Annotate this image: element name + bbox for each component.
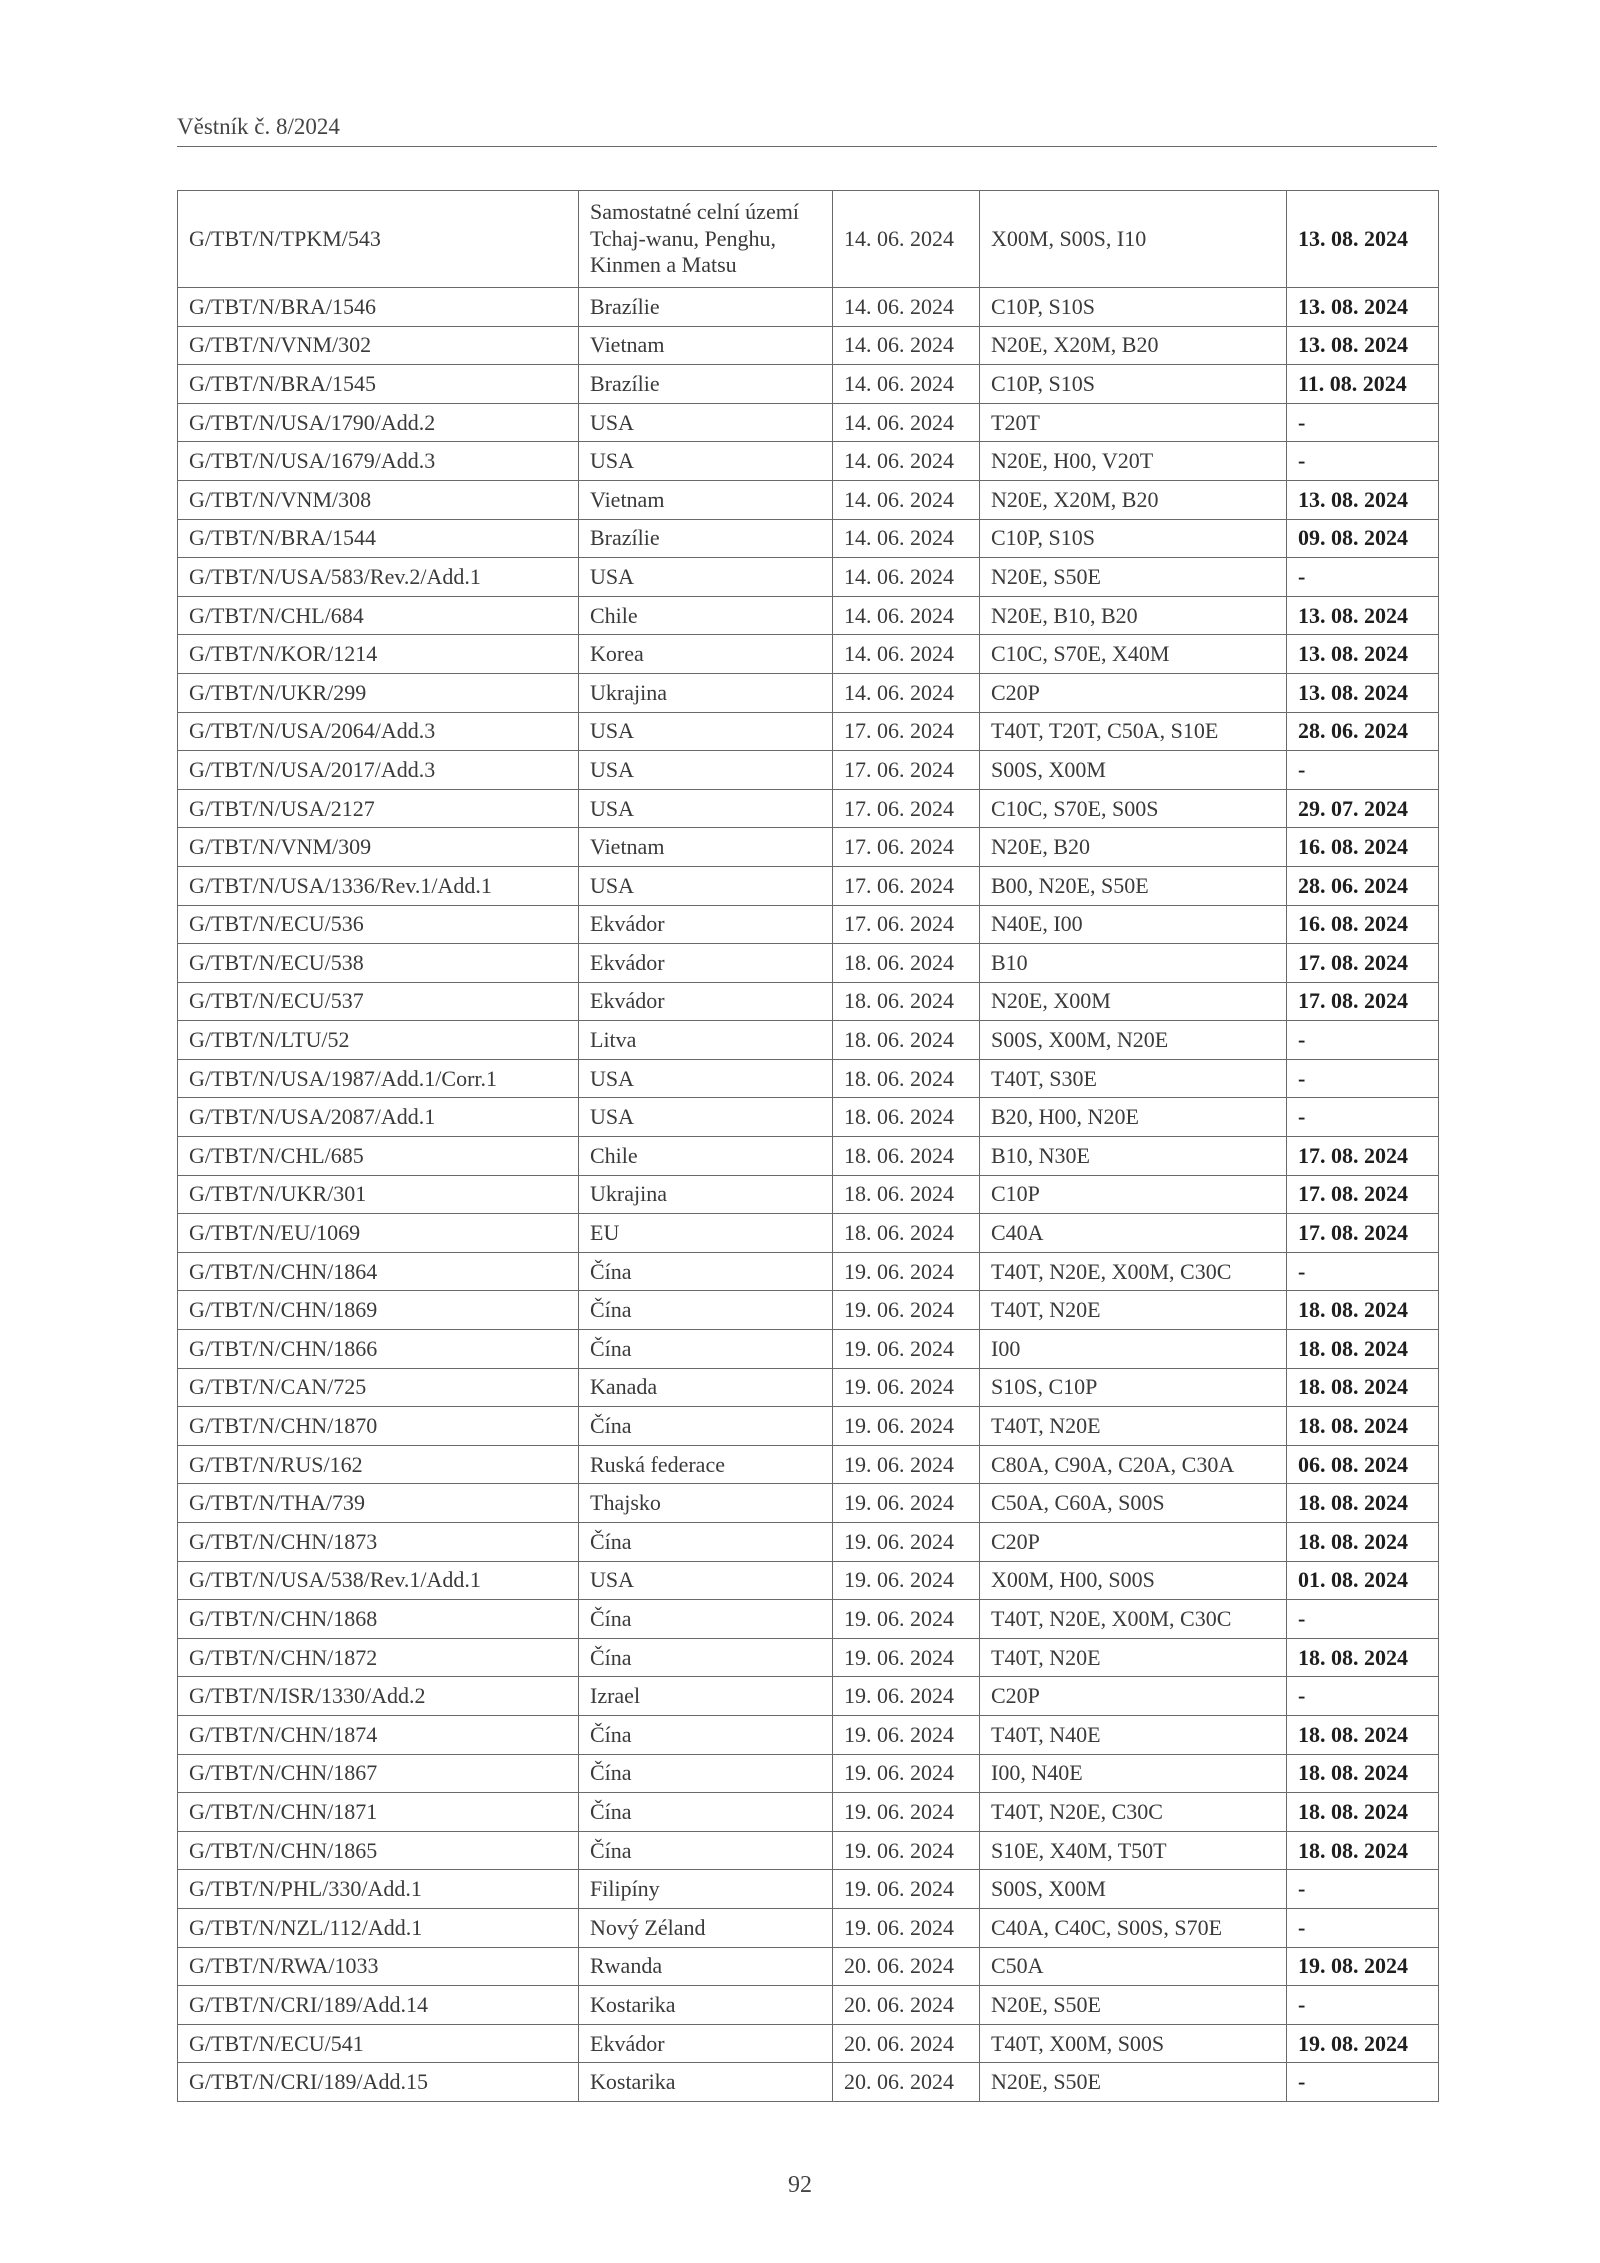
codes-cell: I00, N40E (980, 1754, 1287, 1793)
date-cell: 19. 06. 2024 (833, 1291, 980, 1330)
deadline-cell: 13. 08. 2024 (1287, 480, 1439, 519)
codes-cell: S00S, X00M, N20E (980, 1021, 1287, 1060)
deadline-cell: 18. 08. 2024 (1287, 1523, 1439, 1562)
notification-id-cell: G/TBT/N/UKR/301 (178, 1175, 579, 1214)
table-row (178, 326, 1439, 365)
notification-id-cell: G/TBT/N/CHN/1869 (178, 1291, 579, 1330)
table-row (178, 596, 1439, 635)
notification-id-cell: G/TBT/N/CHN/1868 (178, 1600, 579, 1639)
country-cell: Vietnam (579, 828, 833, 867)
codes-cell: C10P, S10S (980, 365, 1287, 404)
codes-cell: C20P (980, 673, 1287, 712)
date-cell: 18. 06. 2024 (833, 1098, 980, 1137)
deadline-cell: 18. 08. 2024 (1287, 1407, 1439, 1446)
deadline-cell: 06. 08. 2024 (1287, 1445, 1439, 1484)
country-cell: Litva (579, 1021, 833, 1060)
country-cell: Čína (579, 1291, 833, 1330)
notification-id-cell: G/TBT/N/ISR/1330/Add.2 (178, 1677, 579, 1716)
table-row (178, 673, 1439, 712)
country-cell: Kostarika (579, 2063, 833, 2102)
deadline-cell: - (1287, 1600, 1439, 1639)
codes-cell: S00S, X00M (980, 751, 1287, 790)
country-cell: Ekvádor (579, 982, 833, 1021)
notification-id-cell: G/TBT/N/CHN/1864 (178, 1252, 579, 1291)
codes-cell: C20P (980, 1677, 1287, 1716)
date-cell: 14. 06. 2024 (833, 673, 980, 712)
notification-id-cell: G/TBT/N/BRA/1545 (178, 365, 579, 404)
codes-cell: T20T (980, 403, 1287, 442)
codes-cell: N20E, B10, B20 (980, 596, 1287, 635)
country-cell: USA (579, 751, 833, 790)
country-cell: Ekvádor (579, 905, 833, 944)
table-row (178, 1523, 1439, 1562)
notification-id-cell: G/TBT/N/TPKM/543 (178, 191, 579, 288)
codes-cell: C50A (980, 1947, 1287, 1986)
notification-id-cell: G/TBT/N/CHL/684 (178, 596, 579, 635)
table-row (178, 1986, 1439, 2025)
deadline-cell: 18. 08. 2024 (1287, 1368, 1439, 1407)
deadline-cell: 17. 08. 2024 (1287, 944, 1439, 983)
country-cell: USA (579, 1059, 833, 1098)
date-cell: 19. 06. 2024 (833, 1600, 980, 1639)
codes-cell: C80A, C90A, C20A, C30A (980, 1445, 1287, 1484)
deadline-cell: - (1287, 1252, 1439, 1291)
country-cell: USA (579, 558, 833, 597)
notification-id-cell: G/TBT/N/USA/538/Rev.1/Add.1 (178, 1561, 579, 1600)
country-cell: Ekvádor (579, 2024, 833, 2063)
table-row (178, 1638, 1439, 1677)
date-cell: 19. 06. 2024 (833, 1445, 980, 1484)
date-cell: 19. 06. 2024 (833, 1368, 980, 1407)
table-row (178, 1252, 1439, 1291)
codes-cell: S10S, C10P (980, 1368, 1287, 1407)
country-cell: Vietnam (579, 326, 833, 365)
table-row (178, 905, 1439, 944)
table-row (178, 635, 1439, 674)
date-cell: 14. 06. 2024 (833, 558, 980, 597)
deadline-cell: - (1287, 1677, 1439, 1716)
deadline-cell: - (1287, 2063, 1439, 2102)
date-cell: 19. 06. 2024 (833, 1330, 980, 1369)
country-cell: Brazílie (579, 288, 833, 327)
table-row (178, 789, 1439, 828)
deadline-cell: - (1287, 751, 1439, 790)
country-cell: Brazílie (579, 519, 833, 558)
table-row (178, 1368, 1439, 1407)
table-row (178, 480, 1439, 519)
notification-id-cell: G/TBT/N/RUS/162 (178, 1445, 579, 1484)
codes-cell: N20E, S50E (980, 1986, 1287, 2025)
table-body (178, 191, 1439, 2102)
country-cell: USA (579, 712, 833, 751)
date-cell: 14. 06. 2024 (833, 519, 980, 558)
notification-id-cell: G/TBT/N/KOR/1214 (178, 635, 579, 674)
deadline-cell: 18. 08. 2024 (1287, 1715, 1439, 1754)
notification-id-cell: G/TBT/N/CHN/1874 (178, 1715, 579, 1754)
country-cell: Ekvádor (579, 944, 833, 983)
deadline-cell: 29. 07. 2024 (1287, 789, 1439, 828)
date-cell: 20. 06. 2024 (833, 2063, 980, 2102)
notification-id-cell: G/TBT/N/CHN/1873 (178, 1523, 579, 1562)
notification-id-cell: G/TBT/N/THA/739 (178, 1484, 579, 1523)
notification-id-cell: G/TBT/N/USA/2017/Add.3 (178, 751, 579, 790)
date-cell: 17. 06. 2024 (833, 712, 980, 751)
table-row (178, 1137, 1439, 1176)
notification-id-cell: G/TBT/N/CRI/189/Add.15 (178, 2063, 579, 2102)
date-cell: 19. 06. 2024 (833, 1484, 980, 1523)
codes-cell: B20, H00, N20E (980, 1098, 1287, 1137)
codes-cell: B10, N30E (980, 1137, 1287, 1176)
codes-cell: C50A, C60A, S00S (980, 1484, 1287, 1523)
date-cell: 18. 06. 2024 (833, 1137, 980, 1176)
date-cell: 14. 06. 2024 (833, 365, 980, 404)
notification-id-cell: G/TBT/N/ECU/537 (178, 982, 579, 1021)
country-cell: USA (579, 1098, 833, 1137)
codes-cell: N20E, X20M, B20 (980, 480, 1287, 519)
country-cell: Ruská federace (579, 1445, 833, 1484)
deadline-cell: - (1287, 558, 1439, 597)
date-cell: 18. 06. 2024 (833, 944, 980, 983)
notification-id-cell: G/TBT/N/USA/2064/Add.3 (178, 712, 579, 751)
table-row (178, 1831, 1439, 1870)
codes-cell: N20E, H00, V20T (980, 442, 1287, 481)
page-number: 92 (788, 2172, 812, 2198)
codes-cell: C10P, S10S (980, 288, 1287, 327)
notification-id-cell: G/TBT/N/LTU/52 (178, 1021, 579, 1060)
date-cell: 19. 06. 2024 (833, 1638, 980, 1677)
deadline-cell: 17. 08. 2024 (1287, 982, 1439, 1021)
date-cell: 18. 06. 2024 (833, 982, 980, 1021)
country-cell: Korea (579, 635, 833, 674)
table-row (178, 558, 1439, 597)
date-cell: 20. 06. 2024 (833, 1947, 980, 1986)
table-row (178, 1330, 1439, 1369)
deadline-cell: 18. 08. 2024 (1287, 1484, 1439, 1523)
deadline-cell: - (1287, 1908, 1439, 1947)
table-row (178, 191, 1439, 288)
date-cell: 20. 06. 2024 (833, 2024, 980, 2063)
table-row (178, 403, 1439, 442)
date-cell: 17. 06. 2024 (833, 905, 980, 944)
country-cell: Nový Zéland (579, 1908, 833, 1947)
notifications-table (177, 190, 1439, 2102)
notification-id-cell: G/TBT/N/USA/1679/Add.3 (178, 442, 579, 481)
notification-id-cell: G/TBT/N/VNM/302 (178, 326, 579, 365)
table-row (178, 712, 1439, 751)
notification-id-cell: G/TBT/N/UKR/299 (178, 673, 579, 712)
notification-id-cell: G/TBT/N/BRA/1544 (178, 519, 579, 558)
notification-id-cell: G/TBT/N/ECU/538 (178, 944, 579, 983)
codes-cell: T40T, S30E (980, 1059, 1287, 1098)
date-cell: 14. 06. 2024 (833, 288, 980, 327)
date-cell: 14. 06. 2024 (833, 442, 980, 481)
country-cell: Čína (579, 1715, 833, 1754)
notification-id-cell: G/TBT/N/ECU/541 (178, 2024, 579, 2063)
country-cell: Čína (579, 1407, 833, 1446)
deadline-cell: 13. 08. 2024 (1287, 673, 1439, 712)
deadline-cell: - (1287, 1059, 1439, 1098)
country-cell: USA (579, 866, 833, 905)
date-cell: 17. 06. 2024 (833, 751, 980, 790)
codes-cell: T40T, N20E (980, 1407, 1287, 1446)
country-cell: Čína (579, 1754, 833, 1793)
date-cell: 14. 06. 2024 (833, 596, 980, 635)
table-row (178, 1059, 1439, 1098)
deadline-cell: 18. 08. 2024 (1287, 1330, 1439, 1369)
country-cell: Čína (579, 1523, 833, 1562)
notification-id-cell: G/TBT/N/VNM/308 (178, 480, 579, 519)
country-cell: Čína (579, 1831, 833, 1870)
country-cell: Brazílie (579, 365, 833, 404)
date-cell: 18. 06. 2024 (833, 1021, 980, 1060)
table-row (178, 1947, 1439, 1986)
country-cell: Čína (579, 1793, 833, 1832)
codes-cell: N40E, I00 (980, 905, 1287, 944)
notification-id-cell: G/TBT/N/USA/1790/Add.2 (178, 403, 579, 442)
codes-cell: C10P (980, 1175, 1287, 1214)
date-cell: 19. 06. 2024 (833, 1677, 980, 1716)
codes-cell: T40T, N20E, X00M, C30C (980, 1600, 1287, 1639)
deadline-cell: 17. 08. 2024 (1287, 1214, 1439, 1253)
notification-id-cell: G/TBT/N/BRA/1546 (178, 288, 579, 327)
country-cell: Čína (579, 1330, 833, 1369)
date-cell: 19. 06. 2024 (833, 1793, 980, 1832)
deadline-cell: 13. 08. 2024 (1287, 288, 1439, 327)
notification-id-cell: G/TBT/N/VNM/309 (178, 828, 579, 867)
table-row (178, 1793, 1439, 1832)
codes-cell: X00M, S00S, I10 (980, 191, 1287, 288)
date-cell: 19. 06. 2024 (833, 1561, 980, 1600)
date-cell: 18. 06. 2024 (833, 1175, 980, 1214)
table-row (178, 1175, 1439, 1214)
table-row (178, 2024, 1439, 2063)
notification-id-cell: G/TBT/N/CHN/1870 (178, 1407, 579, 1446)
codes-cell: N20E, X00M (980, 982, 1287, 1021)
table-row (178, 1677, 1439, 1716)
deadline-cell: 09. 08. 2024 (1287, 519, 1439, 558)
notification-id-cell: G/TBT/N/CHL/685 (178, 1137, 579, 1176)
codes-cell: T40T, T20T, C50A, S10E (980, 712, 1287, 751)
codes-cell: C10C, S70E, X40M (980, 635, 1287, 674)
date-cell: 14. 06. 2024 (833, 326, 980, 365)
notification-id-cell: G/TBT/N/CAN/725 (178, 1368, 579, 1407)
table-row (178, 1098, 1439, 1137)
codes-cell: S10E, X40M, T50T (980, 1831, 1287, 1870)
country-cell: Čína (579, 1600, 833, 1639)
deadline-cell: 16. 08. 2024 (1287, 905, 1439, 944)
table-row (178, 944, 1439, 983)
table-row (178, 2063, 1439, 2102)
country-cell: Samostatné celní území Tchaj-wanu, Penghu, Kinmen a Matsu (579, 191, 833, 288)
codes-cell: T40T, N20E (980, 1291, 1287, 1330)
country-cell: Kostarika (579, 1986, 833, 2025)
notification-id-cell: G/TBT/N/ECU/536 (178, 905, 579, 944)
deadline-cell: 19. 08. 2024 (1287, 1947, 1439, 1986)
date-cell: 19. 06. 2024 (833, 1523, 980, 1562)
notification-id-cell: G/TBT/N/USA/1987/Add.1/Corr.1 (178, 1059, 579, 1098)
country-cell: Ukrajina (579, 1175, 833, 1214)
table-row (178, 1600, 1439, 1639)
table-row (178, 1214, 1439, 1253)
country-cell: Vietnam (579, 480, 833, 519)
table-row (178, 1754, 1439, 1793)
deadline-cell: - (1287, 1021, 1439, 1060)
date-cell: 14. 06. 2024 (833, 191, 980, 288)
date-cell: 19. 06. 2024 (833, 1715, 980, 1754)
codes-cell: X00M, H00, S00S (980, 1561, 1287, 1600)
notification-id-cell: G/TBT/N/USA/583/Rev.2/Add.1 (178, 558, 579, 597)
country-cell: USA (579, 1561, 833, 1600)
country-cell: USA (579, 789, 833, 828)
deadline-cell: 18. 08. 2024 (1287, 1793, 1439, 1832)
country-cell: Filipíny (579, 1870, 833, 1909)
date-cell: 14. 06. 2024 (833, 480, 980, 519)
notification-id-cell: G/TBT/N/CHN/1867 (178, 1754, 579, 1793)
codes-cell: B10 (980, 944, 1287, 983)
notification-id-cell: G/TBT/N/CHN/1865 (178, 1831, 579, 1870)
codes-cell: N20E, S50E (980, 558, 1287, 597)
deadline-cell: 17. 08. 2024 (1287, 1175, 1439, 1214)
table-row (178, 519, 1439, 558)
date-cell: 19. 06. 2024 (833, 1252, 980, 1291)
codes-cell: C10C, S70E, S00S (980, 789, 1287, 828)
country-cell: Čína (579, 1638, 833, 1677)
codes-cell: C40A, C40C, S00S, S70E (980, 1908, 1287, 1947)
date-cell: 17. 06. 2024 (833, 828, 980, 867)
notification-id-cell: G/TBT/N/NZL/112/Add.1 (178, 1908, 579, 1947)
notification-id-cell: G/TBT/N/PHL/330/Add.1 (178, 1870, 579, 1909)
deadline-cell: 18. 08. 2024 (1287, 1291, 1439, 1330)
codes-cell: T40T, N40E (980, 1715, 1287, 1754)
table-row (178, 1561, 1439, 1600)
notification-id-cell: G/TBT/N/RWA/1033 (178, 1947, 579, 1986)
notification-id-cell: G/TBT/N/USA/1336/Rev.1/Add.1 (178, 866, 579, 905)
codes-cell: C10P, S10S (980, 519, 1287, 558)
deadline-cell: 19. 08. 2024 (1287, 2024, 1439, 2063)
country-cell: Izrael (579, 1677, 833, 1716)
codes-cell: B00, N20E, S50E (980, 866, 1287, 905)
date-cell: 19. 06. 2024 (833, 1407, 980, 1446)
notification-id-cell: G/TBT/N/USA/2127 (178, 789, 579, 828)
notification-id-cell: G/TBT/N/CHN/1866 (178, 1330, 579, 1369)
page-header (177, 112, 1437, 147)
date-cell: 19. 06. 2024 (833, 1831, 980, 1870)
table-row (178, 1021, 1439, 1060)
notification-id-cell: G/TBT/N/CHN/1872 (178, 1638, 579, 1677)
country-cell: EU (579, 1214, 833, 1253)
date-cell: 17. 06. 2024 (833, 789, 980, 828)
country-cell: USA (579, 442, 833, 481)
date-cell: 17. 06. 2024 (833, 866, 980, 905)
deadline-cell: 13. 08. 2024 (1287, 191, 1439, 288)
codes-cell: C20P (980, 1523, 1287, 1562)
country-cell: Chile (579, 596, 833, 635)
notification-id-cell: G/TBT/N/EU/1069 (178, 1214, 579, 1253)
date-cell: 18. 06. 2024 (833, 1214, 980, 1253)
codes-cell: T40T, N20E, C30C (980, 1793, 1287, 1832)
country-cell: Kanada (579, 1368, 833, 1407)
table-row (178, 1291, 1439, 1330)
deadline-cell: 18. 08. 2024 (1287, 1638, 1439, 1677)
codes-cell: N20E, S50E (980, 2063, 1287, 2102)
deadline-cell: - (1287, 1986, 1439, 2025)
deadline-cell: 16. 08. 2024 (1287, 828, 1439, 867)
table-row (178, 751, 1439, 790)
date-cell: 20. 06. 2024 (833, 1986, 980, 2025)
table-row (178, 1715, 1439, 1754)
codes-cell: S00S, X00M (980, 1870, 1287, 1909)
deadline-cell: 18. 08. 2024 (1287, 1831, 1439, 1870)
deadline-cell: 18. 08. 2024 (1287, 1754, 1439, 1793)
header-title: Věstník č. 8/2024 (177, 114, 340, 139)
date-cell: 19. 06. 2024 (833, 1754, 980, 1793)
date-cell: 19. 06. 2024 (833, 1870, 980, 1909)
table-row (178, 288, 1439, 327)
date-cell: 14. 06. 2024 (833, 403, 980, 442)
country-cell: USA (579, 403, 833, 442)
table-row (178, 1908, 1439, 1947)
table-row (178, 442, 1439, 481)
table-row (178, 828, 1439, 867)
notification-id-cell: G/TBT/N/CHN/1871 (178, 1793, 579, 1832)
deadline-cell: 01. 08. 2024 (1287, 1561, 1439, 1600)
deadline-cell: 28. 06. 2024 (1287, 866, 1439, 905)
codes-cell: T40T, X00M, S00S (980, 2024, 1287, 2063)
date-cell: 18. 06. 2024 (833, 1059, 980, 1098)
codes-cell: C40A (980, 1214, 1287, 1253)
country-cell: Rwanda (579, 1947, 833, 1986)
table-row (178, 866, 1439, 905)
table-row (178, 982, 1439, 1021)
table-row (178, 365, 1439, 404)
table-row (178, 1870, 1439, 1909)
country-cell: Čína (579, 1252, 833, 1291)
deadline-cell: 28. 06. 2024 (1287, 712, 1439, 751)
deadline-cell: - (1287, 1870, 1439, 1909)
country-cell: Ukrajina (579, 673, 833, 712)
deadline-cell: - (1287, 1098, 1439, 1137)
notification-id-cell: G/TBT/N/USA/2087/Add.1 (178, 1098, 579, 1137)
deadline-cell: - (1287, 442, 1439, 481)
codes-cell: T40T, N20E, X00M, C30C (980, 1252, 1287, 1291)
deadline-cell: 13. 08. 2024 (1287, 596, 1439, 635)
date-cell: 19. 06. 2024 (833, 1908, 980, 1947)
table-row (178, 1484, 1439, 1523)
deadline-cell: - (1287, 403, 1439, 442)
codes-cell: T40T, N20E (980, 1638, 1287, 1677)
notification-id-cell: G/TBT/N/CRI/189/Add.14 (178, 1986, 579, 2025)
deadline-cell: 13. 08. 2024 (1287, 326, 1439, 365)
country-cell: Thajsko (579, 1484, 833, 1523)
country-cell: Chile (579, 1137, 833, 1176)
codes-cell: I00 (980, 1330, 1287, 1369)
codes-cell: N20E, X20M, B20 (980, 326, 1287, 365)
table-row (178, 1407, 1439, 1446)
date-cell: 14. 06. 2024 (833, 635, 980, 674)
codes-cell: N20E, B20 (980, 828, 1287, 867)
table-row (178, 1445, 1439, 1484)
deadline-cell: 11. 08. 2024 (1287, 365, 1439, 404)
deadline-cell: 17. 08. 2024 (1287, 1137, 1439, 1176)
deadline-cell: 13. 08. 2024 (1287, 635, 1439, 674)
